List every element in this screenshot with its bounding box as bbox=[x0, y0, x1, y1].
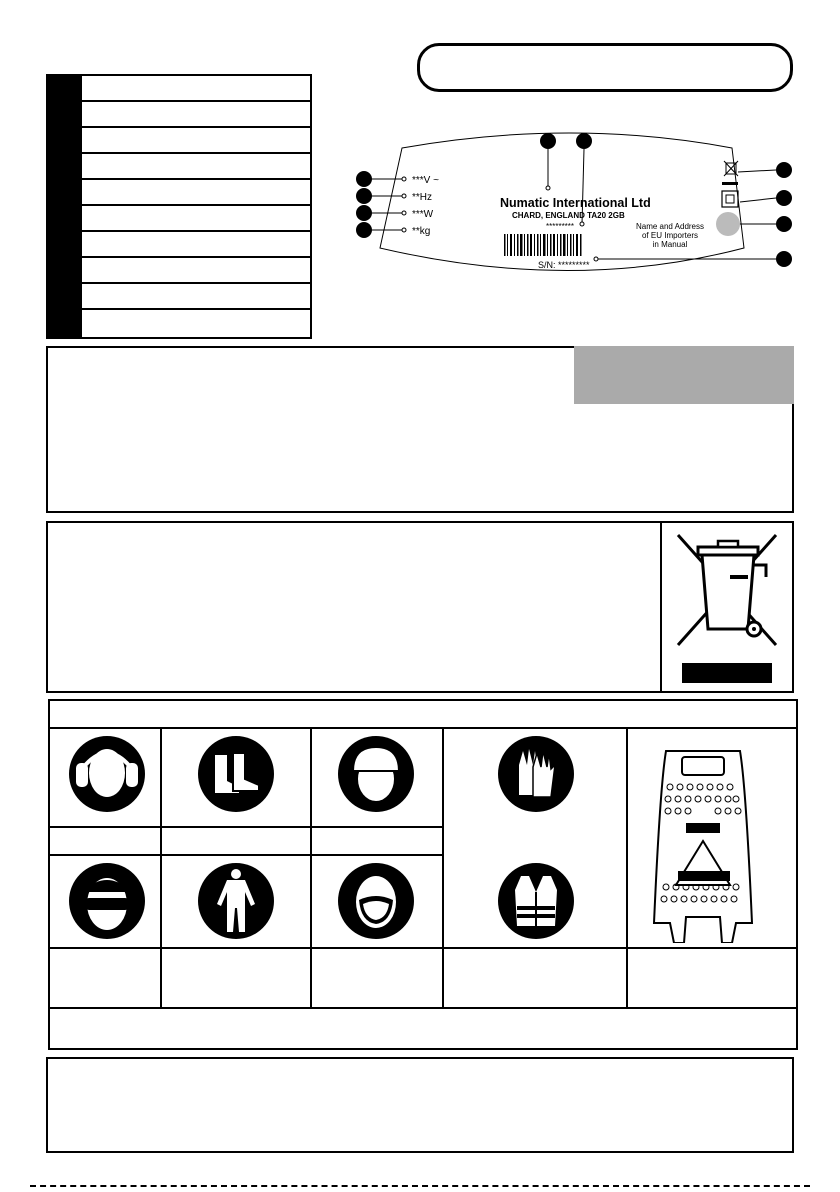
header-box bbox=[417, 43, 793, 92]
hi-vis-vest-icon bbox=[497, 862, 575, 940]
gloves-icon bbox=[497, 735, 575, 813]
crossed-out-wheelie-bin-icon bbox=[672, 529, 784, 657]
power-text: ***W bbox=[412, 209, 434, 220]
index-row bbox=[82, 284, 310, 310]
info-box bbox=[46, 346, 794, 513]
protective-suit-icon bbox=[197, 862, 275, 940]
index-row bbox=[82, 180, 310, 206]
weee-bar bbox=[682, 663, 772, 683]
dust-mask-icon bbox=[337, 862, 415, 940]
weee-box bbox=[46, 521, 794, 693]
company-address: CHARD, ENGLAND TA20 2GB bbox=[512, 211, 625, 220]
index-row bbox=[82, 310, 310, 336]
index-row bbox=[82, 206, 310, 232]
ppe-grid bbox=[48, 699, 798, 1050]
safety-boots-icon bbox=[197, 735, 275, 813]
index-row bbox=[82, 102, 310, 128]
serial-number: S/N: ********* bbox=[538, 260, 590, 270]
grey-panel bbox=[574, 346, 794, 404]
index-table bbox=[46, 74, 312, 339]
hard-hat-icon bbox=[337, 735, 415, 813]
footer-rule bbox=[30, 1185, 810, 1187]
model-code: ********* bbox=[546, 222, 575, 231]
frequency-text: **Hz bbox=[412, 192, 433, 203]
eu-importers-line1: Name and Address bbox=[635, 222, 705, 231]
company-name: Numatic International Ltd bbox=[500, 196, 651, 210]
index-row bbox=[82, 232, 310, 258]
bottom-box bbox=[46, 1057, 794, 1153]
index-row bbox=[82, 258, 310, 284]
index-stripe bbox=[48, 76, 82, 337]
eu-importers-line2: of EU Importers bbox=[641, 231, 699, 240]
voltage-text: ***V ~ bbox=[412, 175, 439, 186]
rating-plate bbox=[352, 128, 792, 278]
index-row bbox=[82, 76, 310, 102]
ear-protection-icon bbox=[68, 735, 146, 813]
weight-text: **kg bbox=[412, 226, 431, 237]
eu-importers-line3: in Manual bbox=[652, 240, 688, 249]
eye-protection-icon bbox=[68, 862, 146, 940]
weee-cell bbox=[660, 523, 792, 691]
index-row bbox=[82, 128, 310, 154]
index-row bbox=[82, 154, 310, 180]
caution-wet-floor-sign-icon bbox=[648, 747, 758, 943]
